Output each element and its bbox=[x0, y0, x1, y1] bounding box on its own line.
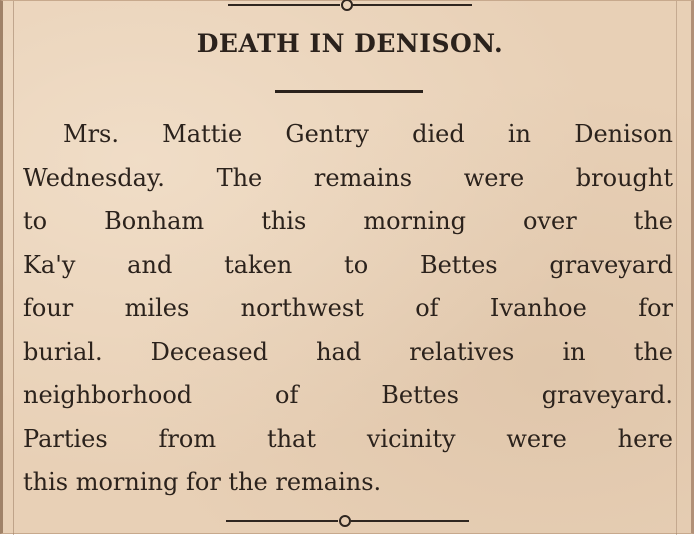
bottom-ornament-divider bbox=[226, 514, 469, 528]
article-line: neighborhood of Bettes graveyard. bbox=[23, 381, 673, 409]
article-line: this morning for the remains. bbox=[23, 468, 382, 496]
headline: DEATH IN DENISON. bbox=[196, 29, 504, 58]
article-line: burial. Deceased had relatives in the bbox=[23, 337, 673, 366]
headline-rule bbox=[275, 90, 423, 93]
column-rule-right bbox=[676, 1, 677, 535]
article-line: Mrs. Mattie Gentry died in Denison bbox=[63, 120, 673, 148]
top-ornament-divider bbox=[228, 0, 472, 12]
article-line: Ka'y and taken to Bettes graveyard bbox=[23, 250, 673, 279]
article-body bbox=[23, 113, 673, 505]
article-line: Wednesday. The remains were brought bbox=[23, 163, 673, 192]
article-line: Parties from that vicinity were here bbox=[23, 424, 673, 453]
column-rule-left bbox=[13, 1, 14, 535]
article-line: four miles northwest of Ivanhoe for bbox=[23, 294, 673, 322]
article-line: to Bonham this morning over the bbox=[23, 207, 673, 235]
